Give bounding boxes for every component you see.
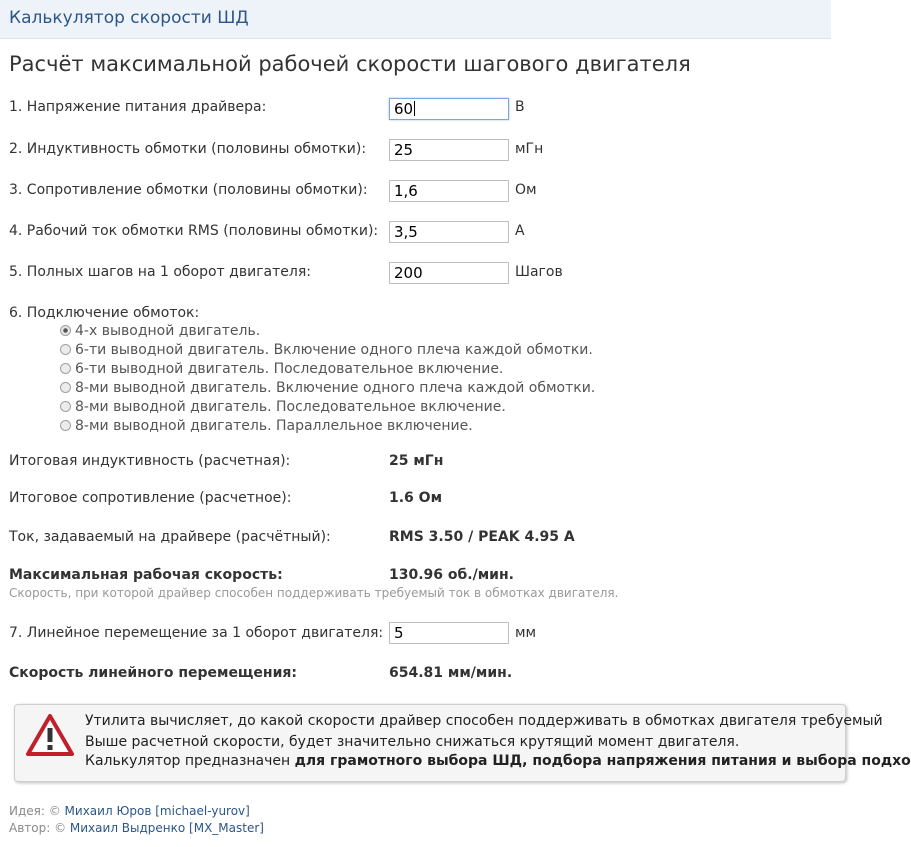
resistance-unit: Ом: [515, 182, 537, 198]
radio-option-8-wire-series[interactable]: 8-ми выводной двигатель. Последовательное включение.: [60, 399, 506, 418]
voltage-input[interactable]: 60: [389, 98, 509, 120]
radio-option-6-wire-half[interactable]: 6-ти выводной двигатель. Включение одного плеча каждой обмотки.: [60, 342, 593, 361]
inductance-label: 2. Индуктивность обмотки (половины обмотки):: [9, 141, 367, 157]
radio-option-8-wire-half[interactable]: 8-ми выводной двигатель. Включение одного плеча каждой обмотки.: [60, 380, 595, 399]
current-input[interactable]: 3,5: [389, 221, 509, 243]
steps-unit: Шагов: [515, 264, 563, 280]
radio-option-6-wire-series[interactable]: 6-ти выводной двигатель. Последовательное включение.: [60, 361, 503, 380]
linear-speed-label: Скорость линейного перемещения:: [9, 665, 297, 681]
result-resistance-label: Итоговое сопротивление (расчетное):: [9, 490, 292, 506]
connection-label: 6. Подключение обмоток:: [9, 305, 200, 321]
radio-option-8-wire-parallel[interactable]: 8-ми выводной двигатель. Параллельное включение.: [60, 418, 473, 437]
radio-icon[interactable]: [60, 344, 71, 355]
warning-line-1: Утилита вычисляет, до какой скорости драйвер способен поддерживать в обмотках двигателя требуемый: [85, 713, 883, 729]
radio-checked-icon[interactable]: [60, 325, 71, 336]
app-header: [0, 0, 831, 39]
inductance-input[interactable]: 25: [389, 139, 509, 161]
max-speed-label: Максимальная рабочая скорость:: [9, 567, 283, 583]
linear-input[interactable]: 5: [389, 622, 509, 644]
radio-icon[interactable]: [60, 382, 71, 393]
current-unit: А: [515, 223, 525, 239]
result-inductance-label: Итоговая индуктивность (расчетная):: [9, 453, 291, 469]
author-link[interactable]: Михаил Выдренко [MX_Master]: [69, 821, 264, 835]
linear-label: 7. Линейное перемещение за 1 оборот двигателя:: [9, 625, 384, 641]
credits-idea: Идея: © Михаил Юров [michael-yurov]: [9, 804, 250, 818]
radio-icon[interactable]: [60, 363, 71, 374]
result-current-label: Ток, задаваемый на драйвере (расчётный):: [9, 529, 331, 545]
max-speed-note: Скорость, при которой драйвер способен поддерживать требуемый ток в обмотках двигателя.: [9, 586, 619, 600]
radio-icon[interactable]: [60, 420, 71, 431]
steps-label: 5. Полных шагов на 1 оборот двигателя:: [9, 264, 311, 280]
resistance-input[interactable]: 1,6: [389, 180, 509, 202]
linear-speed-value: 654.81 мм/мин.: [389, 665, 513, 681]
result-resistance-value: 1.6 Ом: [389, 490, 443, 506]
current-label: 4. Рабочий ток обмотки RMS (половины обмотки):: [9, 223, 379, 239]
resistance-label: 3. Сопротивление обмотки (половины обмотки):: [9, 182, 368, 198]
warning-box: [14, 704, 911, 782]
radio-icon[interactable]: [60, 401, 71, 412]
linear-unit: мм: [515, 625, 537, 641]
app-title: Калькулятор скорости ШД: [9, 8, 249, 28]
warning-icon: [25, 713, 75, 757]
idea-author-link[interactable]: Михаил Юров [michael-yurov]: [64, 804, 250, 818]
inductance-unit: мГн: [515, 141, 544, 157]
warning-line-3: Калькулятор предназначен для грамотного выбора ШД, подбора напряжения питания и выбора подхо: [85, 753, 911, 769]
radio-option-4-wire[interactable]: 4-х выводной двигатель.: [60, 323, 260, 342]
max-speed-value: 130.96 об./мин.: [389, 567, 514, 583]
warning-line-2: Выше расчетной скорости, будет значительно снижаться крутящий момент двигателя.: [85, 734, 740, 750]
steps-input[interactable]: 200: [389, 262, 509, 284]
result-inductance-value: 25 мГн: [389, 453, 444, 469]
voltage-label: 1. Напряжение питания драйвера:: [9, 99, 267, 115]
page-title: Расчёт максимальной рабочей скорости шагового двигателя: [9, 52, 691, 76]
voltage-unit: В: [515, 99, 525, 115]
credits-author: Автор: © Михаил Выдренко [MX_Master]: [9, 821, 264, 835]
result-current-value: RMS 3.50 / PEAK 4.95 A: [389, 529, 575, 545]
